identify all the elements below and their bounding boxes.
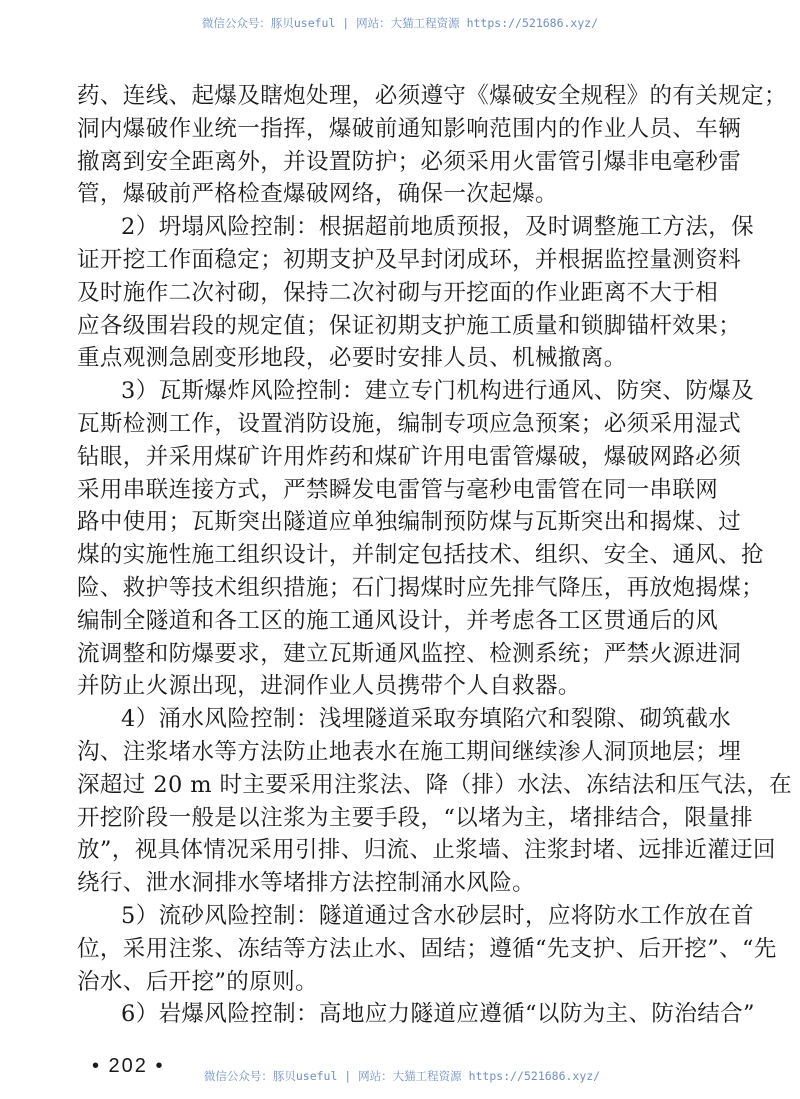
text-line: 5）流砂风险控制：隧道通过含水砂层时，应将防水工作放在首	[121, 902, 755, 929]
text-line: 流调整和防爆要求，建立瓦斯通风监控、检测系统；严禁火源进洞	[77, 640, 742, 667]
text-line: 编制全隧道和各工区的施工通风设计，并考虑各工区贯通后的风	[77, 607, 719, 634]
text-line: 位，采用注浆、冻结等方法止水、固结；遵循“先支护、后开挖”、“先	[77, 935, 777, 962]
text-line: 路中使用；瓦斯突出隧道应单独编制预防煤与瓦斯突出和揭煤、过	[77, 509, 742, 536]
text-line: 管，爆破前严格检查爆破网络，确保一次起爆。	[77, 181, 558, 208]
text-line: 药、连线、起爆及瞎炮处理，必须遵守《爆破安全规程》的有关规定；	[77, 83, 787, 109]
text-line: 2）坍塌风险控制：根据超前地质预报，及时调整施工方法，保	[121, 214, 755, 241]
paragraph-water-inrush-risk	[77, 703, 793, 900]
text-line: 并防止火源出现，进洞作业人员携带个人自救器。	[77, 673, 581, 700]
paragraph-collapse-risk	[77, 211, 755, 375]
text-line: 洞内爆破作业统一指挥，爆破前通知影响范围内的作业人员、车辆	[77, 115, 742, 142]
text-line: 治水、后开挖”的原则。	[77, 968, 318, 995]
text-line: 瓦斯检测工作，设置消防设施，编制专项应急预案；必须采用湿式	[77, 410, 742, 437]
paragraph-quicksand-risk	[77, 900, 777, 998]
text-line: 撤离到安全距离外，并设置防护；必须采用火雷管引爆非电毫秒雷	[77, 148, 742, 175]
text-line: 放”，视具体情况采用引排、归流、止浆墙、注浆封堵、远排近灌迂回	[77, 837, 776, 864]
paragraph-gas-explosion-risk	[77, 375, 765, 703]
text-line: 险、救护等技术组织措施；石门揭煤时应先排气降压，再放炮揭煤；	[77, 574, 765, 601]
text-line: 6）岩爆风险控制：高地应力隧道应遵循“以防为主、防治结合”	[121, 1001, 755, 1028]
page-number: • 202 •	[92, 1055, 165, 1077]
text-line: 4）涌水风险控制：浅埋隧道采取夯填陷穴和裂隙、砌筑截水	[121, 706, 732, 733]
paragraph-rockburst-risk	[77, 998, 755, 1031]
paragraph-blasting-continuation	[77, 80, 787, 211]
watermark-top: 微信公众号：豚贝useful | 网站：大猫工程资源 https://521686.xyz/	[201, 16, 599, 30]
text-line: 开挖阶段一般是以注浆为主要手段，“以堵为主，堵排结合，限量排	[77, 804, 754, 831]
text-line: 应各级围岩段的规定值；保证初期支护施工质量和锁脚锚杆效果；	[77, 312, 742, 339]
document-body	[77, 80, 793, 1031]
text-line: 绕行、泄水洞排水等堵排方法控制涌水风险。	[77, 870, 536, 897]
watermark-bottom: 微信公众号：豚贝useful | 网站：大猫工程资源 https://521686.xyz/	[203, 1069, 601, 1083]
text-line: 沟、注浆堵水等方法防止地表水在施工期间继续渗人洞顶地层；埋	[77, 738, 742, 765]
text-line: 采用串联连接方式，严禁瞬发电雷管与毫秒电雷管在同一串联网	[77, 476, 719, 503]
text-line: 及时施作二次衬砌，保持二次衬砌与开挖面的作业距离不大于相	[77, 279, 719, 306]
text-line: 钻眼，并采用煤矿许用炸药和煤矿许用电雷管爆破，爆破网路必须	[77, 443, 742, 470]
text-line: 3）瓦斯爆炸风险控制：建立专门机构进行通风、防突、防爆及	[121, 378, 755, 405]
text-line: 煤的实施性施工组织设计，并制定包括技术、组织、安全、通风、抢	[77, 542, 765, 569]
text-line: 证开挖工作面稳定；初期支护及早封闭成环，并根据监控量测资料	[77, 246, 742, 273]
text-line: 深超过 20 m 时主要采用注浆法、降（排）水法、冻结法和压气法，在	[77, 771, 793, 798]
text-line: 重点观测急剧变形地段，必要时安排人员、机械撤离。	[77, 345, 627, 372]
